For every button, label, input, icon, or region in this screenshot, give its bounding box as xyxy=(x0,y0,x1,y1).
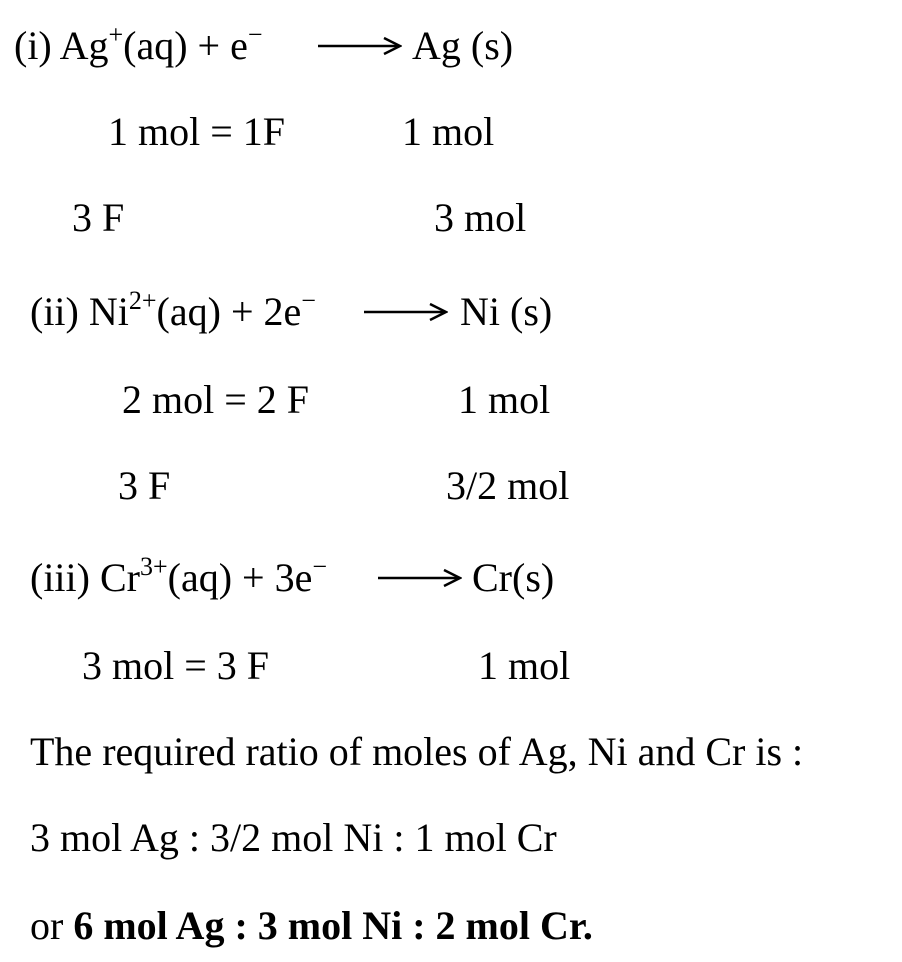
reaction-2-lhs-1: 2 mol = 2 F xyxy=(122,377,310,422)
conclusion-final-prefix: or xyxy=(30,903,64,948)
reaction-1-state: (aq) + e xyxy=(123,23,248,68)
reaction-1-rhs-1: 1 mol xyxy=(402,109,495,154)
reaction-2-species: Ni xyxy=(88,289,129,334)
reaction-2-electron-charge: − xyxy=(301,285,316,315)
reaction-1-rhs-2: 3 mol xyxy=(434,195,527,240)
reaction-2-label: (ii) xyxy=(30,289,79,334)
reaction-2-rhs-2: 3/2 mol xyxy=(446,463,570,508)
reaction-2-state: (aq) + 2e xyxy=(156,289,302,334)
reaction-3-electron-charge: − xyxy=(312,551,328,581)
reaction-2-charge: 2+ xyxy=(128,285,157,315)
reaction-3-equation xyxy=(30,551,328,600)
reaction-1-charge: + xyxy=(108,19,124,49)
reaction-2-lhs-2: 3 F xyxy=(118,463,171,508)
reaction-2-product: Ni (s) xyxy=(460,289,553,334)
reaction-2-equation xyxy=(30,285,316,334)
reaction-3-arrow-icon xyxy=(378,568,462,588)
reaction-1-electron-charge: − xyxy=(247,19,263,49)
reaction-3-state: (aq) + 3e xyxy=(167,555,313,600)
conclusion-statement: The required ratio of moles of Ag, Ni and Cr is : xyxy=(30,729,804,774)
conclusion-ratio: 3 mol Ag : 3/2 mol Ni : 1 mol Cr xyxy=(30,815,557,860)
reaction-1-lhs-2: 3 F xyxy=(72,195,125,240)
reaction-3-product: Cr(s) xyxy=(472,555,555,600)
reaction-1-product: Ag (s) xyxy=(412,23,514,68)
reaction-2-arrow-icon xyxy=(364,302,448,322)
reaction-1-species: Ag xyxy=(59,23,109,68)
reaction-3-charge: 3+ xyxy=(139,551,168,581)
reaction-3-lhs-1: 3 mol = 3 F xyxy=(82,643,270,688)
reaction-1-arrow-icon xyxy=(318,36,402,56)
reaction-1-lhs-1: 1 mol = 1F xyxy=(108,109,286,154)
reaction-2-rhs-1: 1 mol xyxy=(458,377,551,422)
reaction-1-label: (i) xyxy=(14,23,52,68)
reaction-3-rhs-1: 1 mol xyxy=(478,643,571,688)
conclusion-final-ratio: 6 mol Ag : 3 mol Ni : 2 mol Cr. xyxy=(73,903,593,948)
conclusion-final xyxy=(30,903,593,948)
reaction-1-equation xyxy=(14,19,263,68)
reaction-3-label: (iii) xyxy=(30,555,90,600)
reaction-3-species: Cr xyxy=(99,555,140,600)
